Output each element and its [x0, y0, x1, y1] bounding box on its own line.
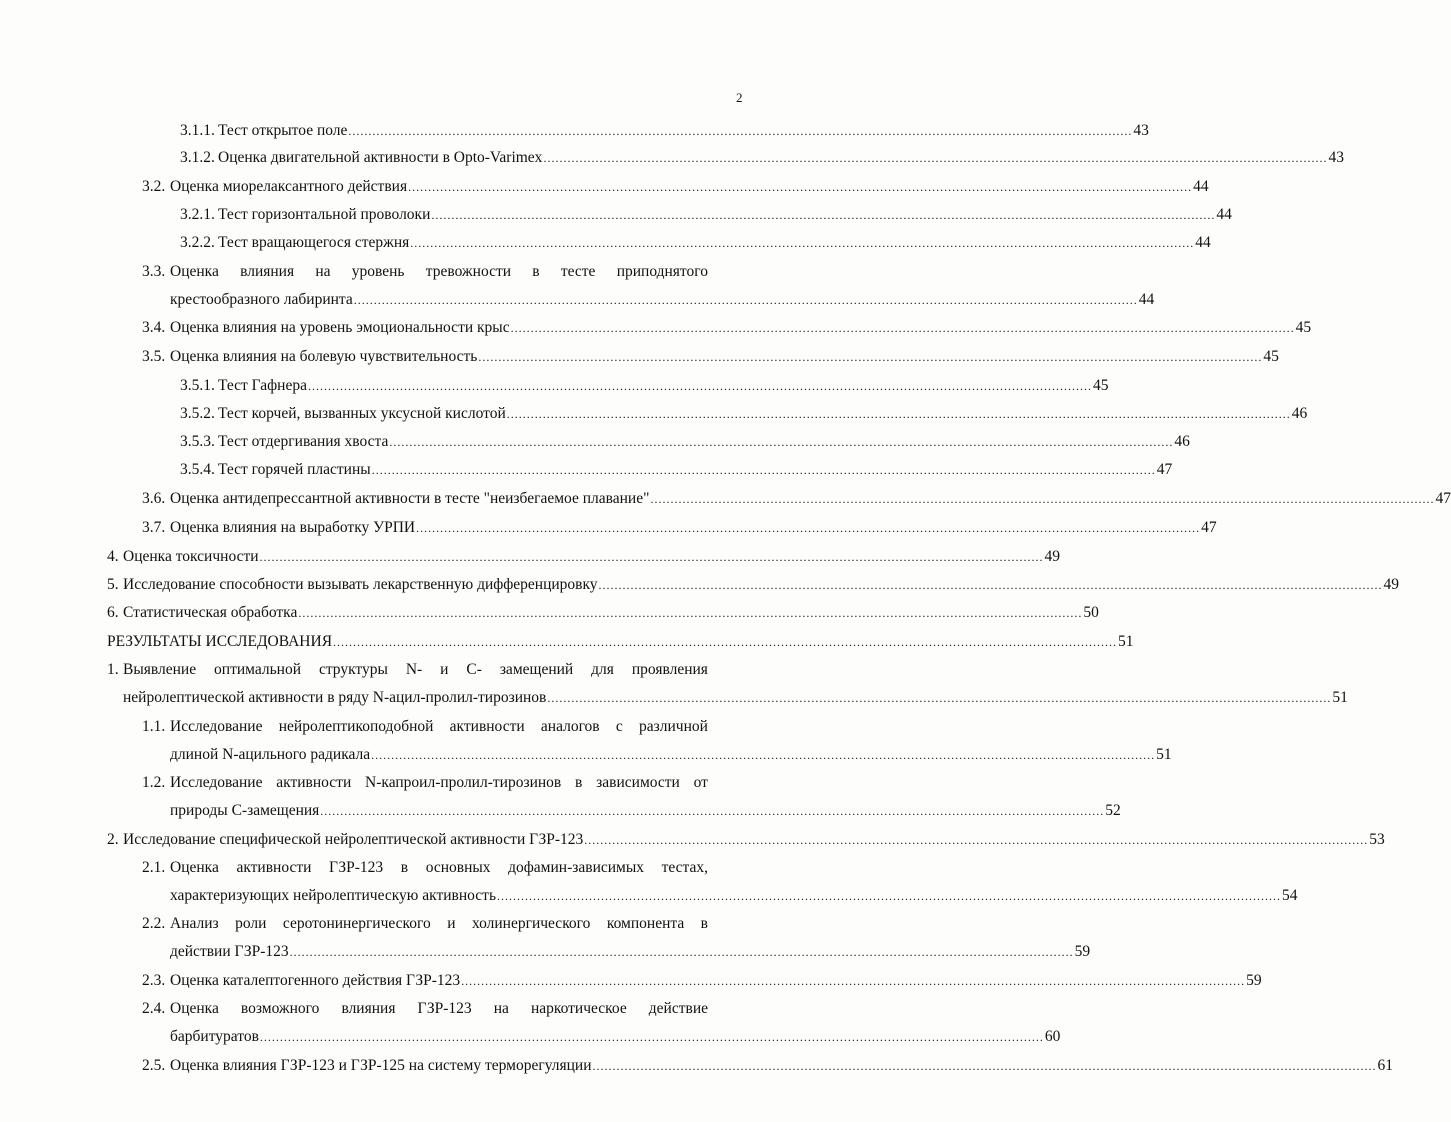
toc-entry-leader [218, 148, 1344, 168]
dot-leader: .................................................................................................................................................................................................... [353, 293, 1138, 307]
toc-entry-page: 44 [1138, 291, 1155, 308]
toc-entry-title: Тест корчей, вызванных уксусной кислотой [218, 405, 506, 422]
toc-entry-word: оптимальной [214, 661, 302, 678]
toc-entry-title: барбитуратов [170, 1028, 259, 1045]
toc-entry-title: крестообразного лабиринта [170, 291, 353, 308]
toc-entry-word: в [532, 263, 540, 280]
toc-entry-title: Статистическая обработка [123, 604, 298, 621]
toc-entry-title: Тест вращающегося стержня [218, 234, 410, 251]
toc-entry-title-line [170, 999, 708, 1019]
toc-entry-number: 2.4. [142, 1000, 166, 1017]
toc-entry-page: 45 [1263, 348, 1279, 365]
toc-entry-number: 2.1. [142, 859, 166, 876]
toc-entry-number: 3.6. [142, 490, 166, 507]
toc-entry-title-line [170, 914, 708, 934]
toc-entry-leader [218, 233, 1211, 253]
toc-entry[interactable] [0, 148, 1344, 168]
dot-leader: .................................................................................................................................................................................................... [298, 606, 1083, 620]
toc-entry-page: 44 [1195, 234, 1211, 251]
dot-leader: .................................................................................................................................................................................................... [547, 691, 1332, 705]
toc-entry-title: Исследование специфической нейролептической активности ГЗР-123 [123, 831, 584, 848]
toc-entry-word: в [575, 774, 583, 791]
toc-entry-title: действии ГЗР-123 [170, 943, 289, 960]
toc-entry[interactable] [0, 999, 793, 1019]
toc-entry-leader [218, 404, 1308, 424]
toc-entry[interactable] [0, 432, 1190, 452]
toc-entry-word: замещений [499, 661, 574, 678]
toc-entry-word: серотонинергического [282, 915, 431, 932]
toc-entry[interactable] [0, 830, 1385, 850]
toc-entry[interactable] [0, 575, 1400, 595]
dot-leader: .................................................................................................................................................................................................... [431, 208, 1216, 222]
toc-entry-title-line [170, 717, 708, 737]
toc-entry-word: активности [276, 774, 352, 791]
toc-entry-word: приподнятого [616, 263, 708, 280]
toc-entry-leader [107, 632, 1134, 652]
toc-entry-leader [123, 575, 1400, 595]
toc-entry-leader [218, 205, 1232, 225]
toc-entry[interactable] [0, 547, 1061, 567]
toc-entry-page: 44 [1216, 206, 1232, 223]
toc-entry-continuation[interactable] [0, 290, 1155, 310]
toc-entry-word: тревожности [425, 263, 512, 280]
toc-entry-word: на [315, 263, 331, 280]
toc-entry-word: N-капроил-пролил-тирозинов [365, 774, 562, 791]
dot-leader: .................................................................................................................................................................................................... [584, 833, 1369, 847]
toc-entry-word: роли [235, 915, 267, 932]
toc-entry-page: 49 [1044, 548, 1061, 565]
toc-entry[interactable] [0, 1056, 1394, 1076]
toc-entry-page: 52 [1105, 802, 1121, 819]
toc-entry[interactable] [0, 660, 793, 680]
dot-leader: .................................................................................................................................................................................................... [506, 407, 1291, 421]
toc-entry-word: с [615, 718, 623, 735]
toc-entry-continuation[interactable] [0, 942, 1091, 962]
toc-entry-word: Оценка [170, 1000, 219, 1017]
dot-leader: .................................................................................................................................................................................................... [333, 635, 1118, 649]
toc-entry-title: Тест горячей пластины [218, 461, 371, 478]
toc-entry-word: для [591, 661, 614, 678]
toc-entry[interactable] [0, 632, 1134, 652]
toc-entry-number: 3.2.2. [180, 234, 215, 251]
dot-leader: .................................................................................................................................................................................................... [320, 804, 1105, 818]
dot-leader: .................................................................................................................................................................................................... [497, 889, 1282, 903]
toc-entry-word: Оценка [170, 859, 219, 876]
dot-leader: .................................................................................................................................................................................................... [478, 350, 1263, 364]
toc-entry-page: 49 [1383, 576, 1400, 593]
toc-entry-number: 3.3. [142, 263, 166, 280]
dot-leader: .................................................................................................................................................................................................... [307, 379, 1092, 393]
toc-entry-word: Анализ [170, 915, 219, 932]
toc-entry-page: 45 [1295, 319, 1312, 336]
toc-entry-page: 46 [1291, 405, 1308, 422]
toc-entry-word: ГЗР-123 [329, 859, 384, 876]
dot-leader: .................................................................................................................................................................................................... [259, 550, 1044, 564]
toc-entry-page: 51 [1156, 746, 1172, 763]
toc-entry-word: в [400, 859, 409, 876]
toc-entry-number: 4. [107, 548, 119, 565]
toc-entry-word: в [700, 915, 708, 932]
toc-entry-title: длиной N-ацильного радикала [170, 746, 371, 763]
dot-leader: .................................................................................................................................................................................................... [348, 124, 1133, 138]
toc-entry-number: 2. [107, 831, 119, 848]
dot-leader: .................................................................................................................................................................................................... [259, 1030, 1044, 1044]
toc-entry-title: Оценка каталептогенного действия ГЗР-123 [170, 972, 461, 989]
toc-entry-page: 44 [1193, 178, 1209, 195]
toc-entry-word: Выявление [123, 661, 197, 678]
toc-entry[interactable] [0, 205, 1232, 225]
toc-entry-leader [218, 460, 1173, 480]
toc-entry-leader [170, 1056, 1394, 1076]
toc-entry[interactable] [0, 773, 793, 793]
toc-entry[interactable] [0, 404, 1308, 424]
toc-entry-page: 59 [1074, 943, 1091, 960]
toc-entry-page: 45 [1092, 377, 1109, 394]
toc-entry-word: уровень [351, 263, 405, 280]
toc-entry-word: на [493, 1000, 509, 1017]
toc-entry-word: структуры [318, 661, 388, 678]
toc-entry-word: действие [648, 1000, 708, 1017]
toc-entry-continuation[interactable] [0, 745, 1172, 765]
toc-entry-title-line [170, 858, 708, 878]
toc-entry-page: 47 [1156, 461, 1173, 478]
toc-entry-title: Оценка влияния на уровень эмоциональности крыс [170, 319, 510, 336]
toc-entry-page: 54 [1282, 887, 1298, 904]
toc-entry-page: 43 [1328, 149, 1344, 166]
toc-entry-word: дофамин-зависимых [508, 859, 645, 876]
toc-entry-word: влияния [341, 1000, 396, 1017]
toc-entry-word: проявления [631, 661, 708, 678]
toc-entry-title: Оценка антидепрессантной активности в тесте "неизбегаемое плавание" [170, 490, 650, 507]
toc-entry-leader [218, 432, 1190, 452]
toc-entry-number: 2.3. [142, 972, 166, 989]
toc-entry-number: 1.1. [142, 718, 166, 735]
toc-entry-title-line [170, 773, 708, 793]
toc-entry-number: 3.5.2. [180, 405, 215, 422]
toc-entry-number: 6. [107, 604, 119, 621]
toc-entry-number: 3.5. [142, 348, 166, 365]
toc-entry-leader [170, 489, 1451, 509]
dot-leader: .................................................................................................................................................................................................... [416, 521, 1201, 535]
toc-entry-word: возможного [240, 1000, 320, 1017]
toc-entry[interactable] [0, 717, 793, 737]
toc-entry-number: 1. [107, 661, 119, 678]
toc-entry-leader [123, 547, 1061, 567]
toc-entry-title: Оценка токсичности [123, 548, 259, 565]
dot-leader: .................................................................................................................................................................................................... [598, 578, 1383, 592]
toc-entry-title-line [170, 262, 708, 282]
toc-entry[interactable] [0, 376, 1109, 396]
dot-leader: .................................................................................................................................................................................................... [510, 321, 1295, 335]
toc-entry-word: холинергического [471, 915, 591, 932]
toc-entry-title: Исследование способности вызывать лекарственную дифференцировку [123, 576, 598, 593]
toc-entry-leader [123, 830, 1385, 850]
toc-entry-page: 47 [1435, 490, 1451, 507]
toc-entry-page: 59 [1246, 972, 1262, 989]
toc-entry-word: тесте [560, 263, 596, 280]
toc-entry[interactable] [0, 121, 1149, 141]
toc-entry-number: 5. [107, 576, 119, 593]
toc-entry-continuation[interactable] [0, 688, 1348, 708]
toc-entry[interactable] [0, 460, 1173, 480]
toc-entry-number: 3.5.4. [180, 461, 215, 478]
toc-entry-title: Оценка влияния ГЗР-123 и ГЗР-125 на систему терморегуляции [170, 1057, 592, 1074]
toc-entry-leader [170, 886, 1298, 906]
toc-entry-leader [170, 177, 1209, 197]
toc-entry-title: Тест открытое поле [218, 122, 348, 139]
toc-entry-word: различной [639, 718, 708, 735]
toc-entry[interactable] [0, 177, 1209, 197]
toc-entry-number: 3.2. [142, 178, 166, 195]
toc-entry-leader [170, 318, 1312, 338]
toc-entry-word: основных [425, 859, 491, 876]
toc-entry-word: от [693, 774, 708, 791]
toc-entry-leader [170, 801, 1121, 821]
toc-entry-word: наркотическое [530, 1000, 627, 1017]
toc-entry-page: 46 [1174, 433, 1190, 450]
toc-entry-page: 51 [1118, 633, 1134, 650]
toc-entry-leader [170, 971, 1262, 991]
toc-entry-word: нейролептикоподобной [278, 718, 434, 735]
toc-entry-word: активности [449, 718, 525, 735]
toc-entry-word: N- [405, 661, 423, 678]
toc-entry-word: аналогов [540, 718, 600, 735]
toc-entry-page: 61 [1377, 1057, 1394, 1074]
toc-entry-leader [218, 121, 1149, 141]
toc-entry-word: и [447, 915, 456, 932]
toc-entry-title: нейролептической активности в ряду N-ацил-пролил-тирозинов [123, 689, 547, 706]
toc-entry-number: 3.5.1. [180, 377, 215, 394]
toc-entry-title: Тест Гафнера [218, 377, 307, 394]
toc-entry[interactable] [0, 489, 1451, 509]
dot-leader: .................................................................................................................................................................................................... [408, 180, 1193, 194]
toc-entry-word: ГЗР-123 [417, 1000, 472, 1017]
toc-entry-page: 43 [1133, 122, 1149, 139]
toc-entry-page: 60 [1044, 1028, 1061, 1045]
toc-entry-page: 53 [1369, 831, 1385, 848]
toc-entry-title: РЕЗУЛЬТАТЫ ИССЛЕДОВАНИЯ [107, 633, 333, 650]
toc-entry-word: Исследование [170, 774, 263, 791]
toc-entry-title: Оценка двигательной активности в Opto-Varimex [218, 149, 543, 166]
toc-entry-leader [170, 347, 1279, 367]
dot-leader: .................................................................................................................................................................................................... [543, 151, 1328, 165]
dot-leader: .................................................................................................................................................................................................... [592, 1059, 1377, 1073]
toc-entry-word: компонента [606, 915, 685, 932]
toc-entry-page: 47 [1201, 519, 1217, 536]
dot-leader: .................................................................................................................................................................................................... [461, 974, 1246, 988]
toc-entry-number: 2.5. [142, 1057, 166, 1074]
dot-leader: .................................................................................................................................................................................................... [410, 236, 1195, 250]
dot-leader: .................................................................................................................................................................................................... [371, 748, 1156, 762]
toc-entry-continuation[interactable] [0, 1027, 1061, 1047]
toc-entry-leader [123, 688, 1348, 708]
toc-entry[interactable] [0, 347, 1279, 367]
toc-entry[interactable] [0, 518, 1217, 538]
toc-entry[interactable] [0, 318, 1312, 338]
toc-entry-page: 50 [1083, 604, 1099, 621]
dot-leader: .................................................................................................................................................................................................... [389, 435, 1174, 449]
dot-leader: .................................................................................................................................................................................................... [371, 463, 1156, 477]
toc-entry-title: характеризующих нейролептическую активность [170, 887, 497, 904]
toc-entry-number: 3.2.1. [180, 206, 215, 223]
toc-entry-title: Тест отдергивания хвоста [218, 433, 389, 450]
dot-leader: .................................................................................................................................................................................................... [289, 945, 1074, 959]
toc-entry-title: Оценка влияния на выработку УРПИ [170, 519, 416, 536]
toc-entry-number: 2.2. [142, 915, 166, 932]
toc-entry-number: 3.5.3. [180, 433, 215, 450]
toc-entry-word: зависимости [596, 774, 680, 791]
toc-entry[interactable] [0, 858, 793, 878]
toc-entry-leader [170, 518, 1217, 538]
toc-entry-leader [170, 1027, 1061, 1047]
toc-entry[interactable] [0, 971, 1262, 991]
dot-leader: .................................................................................................................................................................................................... [650, 492, 1435, 506]
toc-entry-page: 51 [1332, 689, 1348, 706]
toc-entry-leader [170, 290, 1155, 310]
toc-entry-title: Тест горизонтальной проволоки [218, 206, 431, 223]
toc-entry-word: влияния [240, 263, 295, 280]
toc-entry-number: 3.7. [142, 519, 166, 536]
toc-entry-title: Оценка миорелаксантного действия [170, 178, 408, 195]
toc-entry-leader [170, 745, 1172, 765]
toc-entry-word: тестах, [661, 859, 708, 876]
toc-entry-number: 1.2. [142, 774, 166, 791]
page-number: 2 [736, 90, 743, 105]
toc-entry-leader [218, 376, 1109, 396]
toc-entry-number: 3.1.1. [180, 122, 215, 139]
toc-entry-title-line [123, 660, 708, 680]
toc-entry-word: Исследование [170, 718, 263, 735]
toc-entry-word: С- [466, 661, 482, 678]
toc-entry-continuation[interactable] [0, 801, 1121, 821]
toc-entry[interactable] [0, 233, 1211, 253]
toc-entry-leader [123, 603, 1099, 623]
toc-entry-title: Оценка влияния на болевую чувствительность [170, 348, 478, 365]
toc-entry-number: 3.4. [142, 319, 166, 336]
toc-entry[interactable] [0, 262, 793, 282]
toc-entry-word: активности [236, 859, 312, 876]
toc-entry-word: и [440, 661, 449, 678]
toc-entry-continuation[interactable] [0, 886, 1298, 906]
toc-entry-number: 3.1.2. [180, 149, 215, 166]
toc-entry[interactable] [0, 603, 1099, 623]
toc-entry-leader [170, 942, 1091, 962]
toc-entry-word: Оценка [170, 263, 219, 280]
toc-entry[interactable] [0, 914, 793, 934]
toc-entry-title: природы С-замещения [170, 802, 320, 819]
